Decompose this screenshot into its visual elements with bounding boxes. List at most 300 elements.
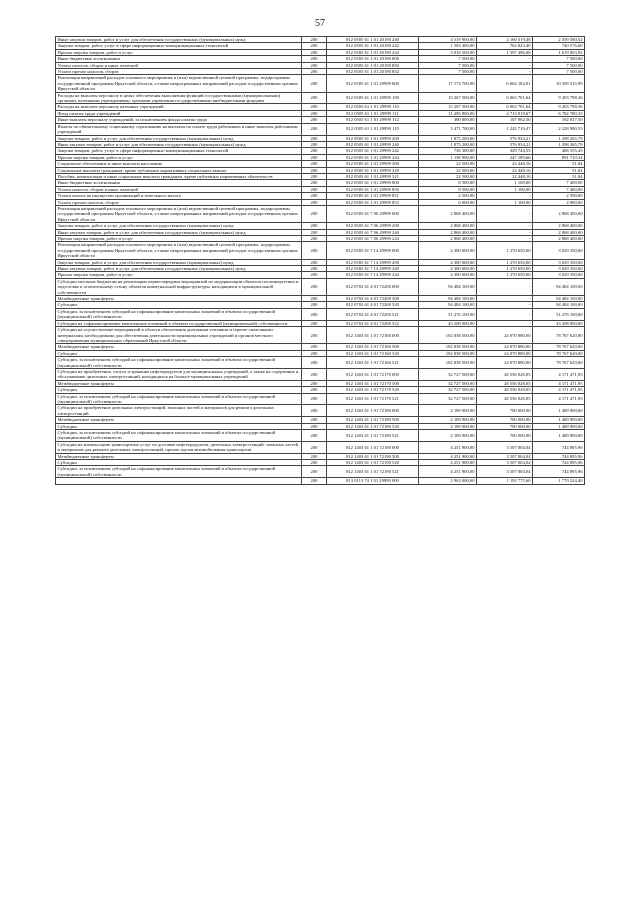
row-exec: -: [477, 223, 533, 229]
row-code: 200: [302, 135, 327, 141]
row-plan: 2 189 900,00: [419, 430, 477, 442]
row-name: Иные бюджетные ассигнования: [56, 56, 302, 62]
table-row: [56, 278, 585, 295]
row-rest: 10 509 515,99: [533, 75, 585, 92]
table-body: [56, 37, 585, 485]
row-exec: 576 934,21: [477, 135, 533, 141]
row-plan: 51 276 100,00: [419, 308, 477, 320]
row-code: 200: [302, 173, 327, 179]
row-plan: 6 000,00: [419, 199, 477, 205]
row-plan: 15 267 500,00: [419, 104, 477, 110]
row-name: Иные выплаты персоналу учреждений, за исключением фонда оплаты труда: [56, 117, 302, 123]
row-exec: 3 507 004,04: [477, 466, 533, 478]
row-name: Закупка товаров, работ и услуг для обеспечения государственных (муниципальных) нужд: [56, 223, 302, 229]
row-plan: 1 138 900,00: [419, 154, 477, 160]
row-name: Закупка товаров, работ и услуг для обеспечения государственных (муниципальных) нужд: [56, 135, 302, 141]
row-kbk: 812 1403 61 1 01 72190 520: [327, 460, 419, 466]
row-name: Субсидии на софинансирование капитальных вложений в объекты государственной (муниципальной) собственности: [56, 320, 302, 326]
row-name: Иные закупки товаров, работ и услуг для обеспечения государственных (муниципальных) нужд: [56, 37, 302, 43]
row-plan: 7 500,00: [419, 69, 477, 75]
row-kbk: 812 0505 61 1 01 20190 242: [327, 43, 419, 49]
row-rest: 9 203 798,36: [533, 104, 585, 110]
row-exec: 24 070 880,00: [477, 344, 533, 350]
row-rest: 2 868 400,00: [533, 205, 585, 222]
row-kbk: 812 0505 61 1 01 29999 850: [327, 186, 419, 192]
row-plan: 2 868 400,00: [419, 205, 477, 222]
row-code: 200: [302, 423, 327, 429]
row-exec: 1 192 775,60: [477, 478, 533, 484]
row-code: 200: [302, 104, 327, 110]
row-kbk: 812 1403 61 1 01 72180 500: [327, 417, 419, 423]
row-name: Субсидии на компенсацию транспортных услуг по доставке нефтепродуктов, дизельных электростанций, запасных частей и материалов для ремонта дизельных электростанций, прочих грузов автомобильным транспортом: [56, 441, 302, 453]
row-exec: -: [477, 62, 533, 68]
row-plan: 1 875 200,00: [419, 141, 477, 147]
row-kbk: 812 0702 61 4 01 72200 522: [327, 320, 419, 326]
row-plan: 32 727 500,00: [419, 387, 477, 393]
row-exec: -: [477, 56, 533, 62]
row-kbk: 812 0505 61 1 01 29999 119: [327, 123, 419, 135]
row-plan: 15 267 500,00: [419, 92, 477, 104]
row-exec: 28 556 028,05: [477, 387, 533, 393]
row-name: Иные закупки товаров, работ и услуг для обеспечения государственных (муниципальных) нужд: [56, 141, 302, 147]
row-exec: 576 934,21: [477, 141, 533, 147]
row-exec: -: [477, 229, 533, 235]
row-rest: 3 029 350,00: [533, 272, 585, 278]
row-exec: 700 000,00: [477, 417, 533, 423]
row-plan: 4 251 900,00: [419, 460, 477, 466]
row-kbk: 812 0505 61 1 01 29999 111: [327, 110, 419, 116]
row-exec: -: [477, 278, 533, 295]
row-code: 200: [302, 49, 327, 55]
row-kbk: 812 0702 61 4 01 72200 520: [327, 302, 419, 308]
row-plan: 2 868 400,00: [419, 236, 477, 242]
row-name: Субсидии: [56, 460, 302, 466]
row-kbk: 812 1403 61 1 01 72160 521: [327, 357, 419, 369]
row-exec: 22 448,16: [477, 167, 533, 173]
row-plan: 4 251 900,00: [419, 453, 477, 459]
row-rest: 6 782 780,33: [533, 110, 585, 116]
row-plan: 4 519 900,00: [419, 37, 477, 43]
row-kbk: 812 0505 61 7 14 29999 240: [327, 266, 419, 272]
row-code: 200: [302, 223, 327, 229]
row-exec: 700 000,00: [477, 430, 533, 442]
table-row: [56, 92, 585, 104]
row-code: 200: [302, 161, 327, 167]
table-row: [56, 466, 585, 478]
row-rest: 2 228 980,53: [533, 123, 585, 135]
row-name: Межбюджетные трансферты: [56, 344, 302, 350]
row-exec: 24 070 880,00: [477, 327, 533, 344]
row-exec: 6 063 701,64: [477, 104, 533, 110]
table-row: [56, 368, 585, 380]
row-rest: 51,84: [533, 173, 585, 179]
row-rest: 4 171 471,95: [533, 380, 585, 386]
row-code: 200: [302, 320, 327, 326]
row-kbk: 812 1403 61 1 01 72190 000: [327, 441, 419, 453]
row-name: Иные закупки товаров, работ и услуг для обеспечения государственных (муниципальных) нужд: [56, 266, 302, 272]
row-kbk: 812 0505 61 1 01 29999 000: [327, 75, 419, 92]
row-name: [56, 478, 302, 484]
row-code: 200: [302, 62, 327, 68]
row-name: Межбюджетные трансферты: [56, 296, 302, 302]
row-name: Субсидии, за исключением субсидий на софинансирование капитальных вложений в объекты государственной (муниципальной) собственности: [56, 430, 302, 442]
row-kbk: 812 0505 61 1 01 29999 851: [327, 193, 419, 199]
row-name: Субсидии местным бюджетам на реализацию первоочередных мероприятий по модернизации объектов теплоэнергетики и подготовке к отопительному сезону объектов коммунальной инфраструктуры, находящихся в муниципальной собственности: [56, 278, 302, 295]
row-kbk: 812 0505 61 1 01 20190 240: [327, 37, 419, 43]
row-plan: 8 500,00: [419, 186, 477, 192]
table-row: [56, 308, 585, 320]
row-kbk: 812 0505 61 1 01 29999 244: [327, 154, 419, 160]
row-exec: 700 000,00: [477, 423, 533, 429]
row-plan: 43 208 000,00: [419, 320, 477, 326]
row-name: Закупка товаров, работ и услуг для обеспечения государственных (муниципальных) нужд: [56, 259, 302, 265]
row-code: 200: [302, 441, 327, 453]
row-plan: 4 251 900,00: [419, 441, 477, 453]
row-plan: 102 838 500,00: [419, 350, 477, 356]
row-rest: 78 767 620,00: [533, 344, 585, 350]
row-exec: 3 507 004,04: [477, 441, 533, 453]
row-plan: 3 016 500,00: [419, 49, 477, 55]
row-kbk: 812 0505 61 1 01 29999 100: [327, 92, 419, 104]
row-code: 200: [302, 296, 327, 302]
row-rest: 1 619 003,92: [533, 49, 585, 55]
row-kbk: 812 1403 61 1 01 72170 500: [327, 380, 419, 386]
row-exec: 24 070 880,00: [477, 357, 533, 369]
row-exec: 6 063 701,64: [477, 92, 533, 104]
row-exec: 24 070 880,00: [477, 350, 533, 356]
row-name: Иные бюджетные ассигнования: [56, 180, 302, 186]
row-code: 200: [302, 405, 327, 417]
row-name: Межбюджетные трансферты: [56, 380, 302, 386]
row-name: Субсидии, за исключением субсидий на софинансирование капитальных вложений в объекты государственной (муниципальной) собственности: [56, 393, 302, 405]
row-rest: 192 037,50: [533, 117, 585, 123]
table-row: [56, 430, 585, 442]
row-name: Субсидии на приобретение, отпуск и хранение нефтепродуктов для муниципальных учреждений, а также на содержание и обслуживание дизельных электростанций, находящихся на балансе муниципальных учреждений: [56, 368, 302, 380]
row-rest: 51,84: [533, 161, 585, 167]
row-rest: 94 484 100,00: [533, 278, 585, 295]
row-code: 200: [302, 417, 327, 423]
row-kbk: 812 0702 61 4 01 72200 521: [327, 308, 419, 320]
row-rest: 3 029 350,00: [533, 266, 585, 272]
row-plan: 2 868 400,00: [419, 223, 477, 229]
row-kbk: 812 0505 61 1 01 29999 321: [327, 173, 419, 179]
row-kbk: 812 0505 61 7 14 29999 000: [327, 242, 419, 259]
row-rest: 3 029 350,00: [533, 259, 585, 265]
row-name: Реализация направлений расходов основного мероприятия и (или) ведомственной целевой программы, подпрограммы государственной программы Иркутской области, а также непрограммных направлений расходов государственных органов Иркутской области: [56, 205, 302, 222]
row-exec: 28 556 028,05: [477, 368, 533, 380]
row-code: 200: [302, 272, 327, 278]
row-name: Уплата налогов, сборов и иных платежей: [56, 62, 302, 68]
row-kbk: 812 1403 61 1 01 72190 521: [327, 466, 419, 478]
row-kbk: 813 0113 74 1 01 29999 000: [327, 478, 419, 484]
row-code: 200: [302, 193, 327, 199]
row-exec: 3 507 004,04: [477, 453, 533, 459]
table-row: [56, 242, 585, 259]
row-code: 200: [302, 110, 327, 116]
row-code: 200: [302, 180, 327, 186]
row-name: Уплата прочих налогов, сборов: [56, 69, 302, 75]
row-plan: 22 500,00: [419, 161, 477, 167]
row-exec: -: [477, 236, 533, 242]
row-name: Расходы на выплаты персоналу казенных учреждений: [56, 104, 302, 110]
row-name: Субсидии: [56, 302, 302, 308]
row-rest: 1 770 224,40: [533, 478, 585, 484]
table-row: [56, 75, 585, 92]
row-plan: 2 189 900,00: [419, 417, 477, 423]
row-name: Субсидии: [56, 423, 302, 429]
row-kbk: 812 1403 61 1 01 72180 521: [327, 430, 419, 442]
row-rest: 94 484 100,00: [533, 296, 585, 302]
row-exec: 1 100,00: [477, 180, 533, 186]
row-kbk: 812 1403 61 1 01 72160 520: [327, 350, 419, 356]
row-rest: 2 359 580,52: [533, 37, 585, 43]
row-code: 200: [302, 148, 327, 154]
row-rest: 1 489 900,00: [533, 405, 585, 417]
row-kbk: 812 0505 61 7 06 29999 240: [327, 229, 419, 235]
row-kbk: 812 0505 61 1 01 20190 800: [327, 56, 419, 62]
row-code: 200: [302, 199, 327, 205]
row-code: 200: [302, 460, 327, 466]
row-plan: 4 300 000,00: [419, 242, 477, 259]
row-code: 200: [302, 117, 327, 123]
row-kbk: 812 1403 61 1 01 72160 500: [327, 344, 419, 350]
row-kbk: 812 0505 61 1 01 20190 852: [327, 69, 419, 75]
row-code: 200: [302, 141, 327, 147]
row-rest: 3 029 350,00: [533, 242, 585, 259]
row-code: 200: [302, 350, 327, 356]
row-exec: 1 397 496,08: [477, 49, 533, 55]
row-rest: 1 298 265,79: [533, 141, 585, 147]
row-rest: 1 489 900,00: [533, 430, 585, 442]
page-number: 57: [315, 18, 325, 29]
row-name: Прочая закупка товаров, работ и услуг: [56, 49, 302, 55]
row-plan: 7 500,00: [419, 56, 477, 62]
row-code: 200: [302, 123, 327, 135]
row-plan: 94 484 100,00: [419, 278, 477, 295]
row-name: Межбюджетные трансферты: [56, 417, 302, 423]
row-kbk: 812 0505 61 1 01 29999 320: [327, 167, 419, 173]
row-rest: 1 298 265,79: [533, 135, 585, 141]
row-exec: 6 664 184,01: [477, 75, 533, 92]
row-plan: 22 500,00: [419, 167, 477, 173]
row-plan: 3 471 700,00: [419, 123, 477, 135]
row-name: Расходы на выплаты персоналу в целях обеспечения выполнения функций государственными (муниципальными) органами, казенными учреждениями, органами управления государственными внебюджетными фондами: [56, 92, 302, 104]
row-rest: 2 868 400,00: [533, 229, 585, 235]
row-code: 200: [302, 167, 327, 173]
row-plan: 102 838 500,00: [419, 357, 477, 369]
row-rest: 4 171 471,95: [533, 368, 585, 380]
row-name: Уплата налога на имущество организаций и земельного налога: [56, 193, 302, 199]
row-code: 200: [302, 302, 327, 308]
row-code: 200: [302, 357, 327, 369]
row-plan: 22 500,00: [419, 173, 477, 179]
row-exec: -: [477, 308, 533, 320]
table-row: [56, 441, 585, 453]
row-plan: 32 727 500,00: [419, 380, 477, 386]
row-rest: 1 489 900,00: [533, 417, 585, 423]
row-plan: 4 300 000,00: [419, 272, 477, 278]
row-rest: 7 500,00: [533, 69, 585, 75]
row-code: 200: [302, 453, 327, 459]
row-name: Субсидии на приобретение дизельных электростанций, запасных частей и материалов для ремонта дизельных электростанций: [56, 405, 302, 417]
row-kbk: 812 1403 61 1 01 72180 000: [327, 405, 419, 417]
row-rest: 7 400,00: [533, 186, 585, 192]
row-name: Субсидии: [56, 387, 302, 393]
table-row: [56, 357, 585, 369]
row-rest: 744 895,96: [533, 453, 585, 459]
row-name: Уплата прочих налогов, сборов: [56, 199, 302, 205]
row-kbk: 812 0702 61 4 01 72200 500: [327, 296, 419, 302]
row-kbk: 812 0505 61 1 01 29999 242: [327, 148, 419, 154]
row-name: Закупка товаров, работ, услуг в сфере информационно-коммуникационных технологий: [56, 43, 302, 49]
row-name: Прочая закупка товаров, работ и услуг: [56, 272, 302, 278]
row-rest: 51,84: [533, 167, 585, 173]
row-rest: 744 895,96: [533, 460, 585, 466]
row-rest: 9 203 798,36: [533, 92, 585, 104]
row-code: 200: [302, 466, 327, 478]
row-exec: 1 270 650,00: [477, 242, 533, 259]
row-name: Фонд оплаты труда учреждений: [56, 110, 302, 116]
row-name: Социальное обеспечение и иные выплаты населению: [56, 161, 302, 167]
row-exec: 700 000,00: [477, 405, 533, 417]
row-kbk: 812 0505 61 1 01 29999 200: [327, 135, 419, 141]
row-rest: 78 767 620,00: [533, 350, 585, 356]
row-rest: 744 895,96: [533, 441, 585, 453]
row-exec: -: [477, 302, 533, 308]
row-exec: 1 242 719,47: [477, 123, 533, 135]
row-plan: 32 727 500,00: [419, 368, 477, 380]
row-code: 200: [302, 278, 327, 295]
row-code: 200: [302, 368, 327, 380]
table-row: [56, 327, 585, 344]
row-code: 200: [302, 56, 327, 62]
row-kbk: 812 0505 61 1 01 29999 800: [327, 180, 419, 186]
row-plan: 2 500,00: [419, 193, 477, 199]
row-plan: 8 500,00: [419, 180, 477, 186]
row-code: 200: [302, 229, 327, 235]
row-name: Субсидии на осуществление мероприятий в области обеспечения дизельным топливом и горюче-смазочными материалами, необходимыми для обеспечения деятельности муниципальных учреждений и органов местного самоуправления муниципальных образований Иркутской области: [56, 327, 302, 344]
row-code: 200: [302, 259, 327, 265]
row-rest: 78 767 620,00: [533, 327, 585, 344]
table-row: [56, 123, 585, 135]
row-exec: 1 270 650,00: [477, 266, 533, 272]
row-exec: 22 448,16: [477, 173, 533, 179]
row-kbk: 812 0505 61 1 01 20190 850: [327, 62, 419, 68]
row-rest: 4 900,00: [533, 199, 585, 205]
row-plan: 300 000,00: [419, 117, 477, 123]
row-plan: 4 300 000,00: [419, 259, 477, 265]
row-plan: 102 838 500,00: [419, 344, 477, 350]
row-name: Прочая закупка товаров, работ и услуг: [56, 154, 302, 160]
row-kbk: 812 0505 61 1 01 29999 240: [327, 141, 419, 147]
row-rest: 2 500,00: [533, 193, 585, 199]
row-rest: 2 868 400,00: [533, 223, 585, 229]
row-exec: 1 100,00: [477, 199, 533, 205]
row-kbk: 812 0505 61 7 14 29999 200: [327, 259, 419, 265]
row-rest: 740 576,60: [533, 43, 585, 49]
row-kbk: 812 0505 61 7 06 29999 200: [327, 223, 419, 229]
row-exec: 3 507 004,04: [477, 460, 533, 466]
table-row: [56, 478, 585, 484]
row-rest: 4 171 471,95: [533, 393, 585, 405]
row-plan: 7 500,00: [419, 62, 477, 68]
row-code: 200: [302, 430, 327, 442]
row-exec: 107 962,50: [477, 117, 533, 123]
row-exec: 28 556 028,05: [477, 380, 533, 386]
row-code: 200: [302, 393, 327, 405]
row-exec: 28 556 028,05: [477, 393, 533, 405]
row-code: 200: [302, 92, 327, 104]
row-kbk: 812 1403 61 1 01 72180 520: [327, 423, 419, 429]
row-code: 200: [302, 43, 327, 49]
row-exec: -: [477, 193, 533, 199]
row-code: 200: [302, 75, 327, 92]
row-exec: 1 270 650,00: [477, 259, 533, 265]
row-plan: 4 251 900,00: [419, 466, 477, 478]
row-kbk: 812 0505 61 7 14 29999 244: [327, 272, 419, 278]
row-plan: 2 189 900,00: [419, 405, 477, 417]
row-rest: 7 500,00: [533, 62, 585, 68]
row-kbk: 812 1403 61 1 01 72160 000: [327, 327, 419, 344]
row-code: 200: [302, 37, 327, 43]
row-exec: 1 270 650,00: [477, 272, 533, 278]
row-kbk: 812 0505 61 7 06 29999 000: [327, 205, 419, 222]
row-kbk: 812 0505 61 1 01 20190 244: [327, 49, 419, 55]
table-row: [56, 205, 585, 222]
row-rest: 2 868 400,00: [533, 236, 585, 242]
row-code: 200: [302, 186, 327, 192]
row-exec: 22 448,16: [477, 161, 533, 167]
row-code: 200: [302, 266, 327, 272]
row-plan: 11 495 800,00: [419, 110, 477, 116]
row-kbk: 812 0505 61 1 01 29999 300: [327, 161, 419, 167]
row-code: 200: [302, 154, 327, 160]
row-rest: 891 710,34: [533, 154, 585, 160]
row-exec: 1 100,00: [477, 186, 533, 192]
row-kbk: 812 0505 61 1 01 29999 852: [327, 199, 419, 205]
row-exec: 329 744,55: [477, 148, 533, 154]
row-kbk: 812 1403 61 1 01 72190 500: [327, 453, 419, 459]
row-name: Субсидии: [56, 350, 302, 356]
row-kbk: 812 0505 61 7 06 29999 244: [327, 236, 419, 242]
row-code: 200: [302, 69, 327, 75]
row-code: 200: [302, 308, 327, 320]
row-plan: 102 838 500,00: [419, 327, 477, 344]
row-plan: 94 484 100,00: [419, 296, 477, 302]
row-name: Прочая закупка товаров, работ и услуг: [56, 236, 302, 242]
row-code: 200: [302, 242, 327, 259]
row-rest: 43 208 000,00: [533, 320, 585, 326]
row-kbk: 812 1403 61 1 01 72170 520: [327, 387, 419, 393]
row-exec: -: [477, 296, 533, 302]
row-code: 200: [302, 344, 327, 350]
row-rest: 744 895,96: [533, 466, 585, 478]
row-name: Субсидии, за исключением субсидий на софинансирование капитальных вложений в объекты государственной (муниципальной) собственности: [56, 466, 302, 478]
row-name: Межбюджетные трансферты: [56, 453, 302, 459]
row-name: Закупка товаров, работ, услуг в сфере информационно-коммуникационных технологий: [56, 148, 302, 154]
row-kbk: 812 1403 61 1 01 72170 000: [327, 368, 419, 380]
row-rest: 7 500,00: [533, 56, 585, 62]
row-plan: 17 173 700,00: [419, 75, 477, 92]
row-exec: 762 823,40: [477, 43, 533, 49]
row-code: 200: [302, 205, 327, 222]
budget-table: [55, 36, 585, 485]
row-plan: 2 963 000,00: [419, 478, 477, 484]
row-name: Реализация направлений расходов основного мероприятия и (или) ведомственной целевой программы, подпрограммы государственной программы Иркутской области, а также непрограммных направлений расходов государственных органов Иркутской области: [56, 75, 302, 92]
row-name: Пособия, компенсации и иные социальные выплаты гражданам, кроме публичных нормативных обязательств: [56, 173, 302, 179]
row-rest: 78 767 620,00: [533, 357, 585, 369]
row-rest: 51 276 100,00: [533, 308, 585, 320]
